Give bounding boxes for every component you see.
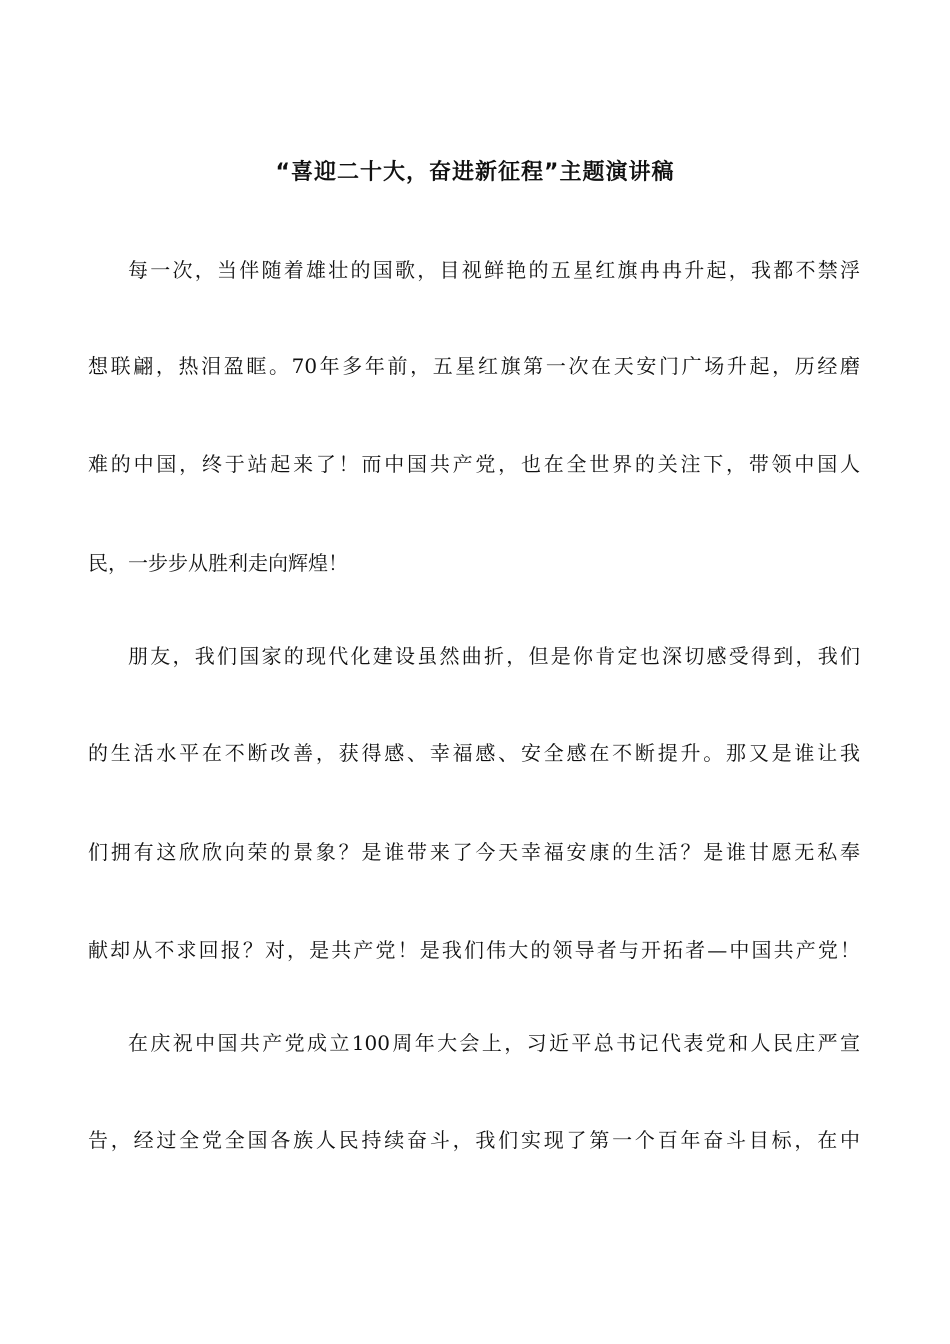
paragraph-1-line-3: 难的中国，终于站起来了！而中国共产党，也在全世界的关注下，带领中国人 xyxy=(88,452,860,476)
document-title: “喜迎二十大，奋进新征程”主题演讲稿 xyxy=(275,160,675,185)
paragraph-2-line-3: 们拥有这欣欣向荣的景象？是谁带来了今天幸福安康的生活？是谁甘愿无私奉 xyxy=(88,840,860,864)
paragraph-1-line-1: 每一次，当伴随着雄壮的国歌，目视鲜艳的五星红旗冉冉升起，我都不禁浮 xyxy=(128,258,860,282)
paragraph-1-line-2: 想联翩，热泪盈眶。70年多年前，五星红旗第一次在天安门广场升起，历经磨 xyxy=(88,354,860,378)
paragraph-3-line-1: 在庆祝中国共产党成立100周年大会上，习近平总书记代表党和人民庄严宣 xyxy=(128,1031,860,1055)
paragraph-2-line-2: 的生活水平在不断改善，获得感、幸福感、安全感在不断提升。那又是谁让我 xyxy=(88,741,860,765)
paragraph-1-line-4: 民，一步步从胜利走向辉煌！ xyxy=(88,551,348,575)
paragraph-2-line-4: 献却从不求回报？对，是共产党！是我们伟大的领导者与开拓者—中国共产党！ xyxy=(88,938,860,962)
paragraph-3-line-2: 告，经过全党全国各族人民持续奋斗，我们实现了第一个百年奋斗目标，在中 xyxy=(88,1128,860,1152)
paragraph-2-line-1: 朋友，我们国家的现代化建设虽然曲折，但是你肯定也深切感受得到，我们 xyxy=(128,644,860,668)
